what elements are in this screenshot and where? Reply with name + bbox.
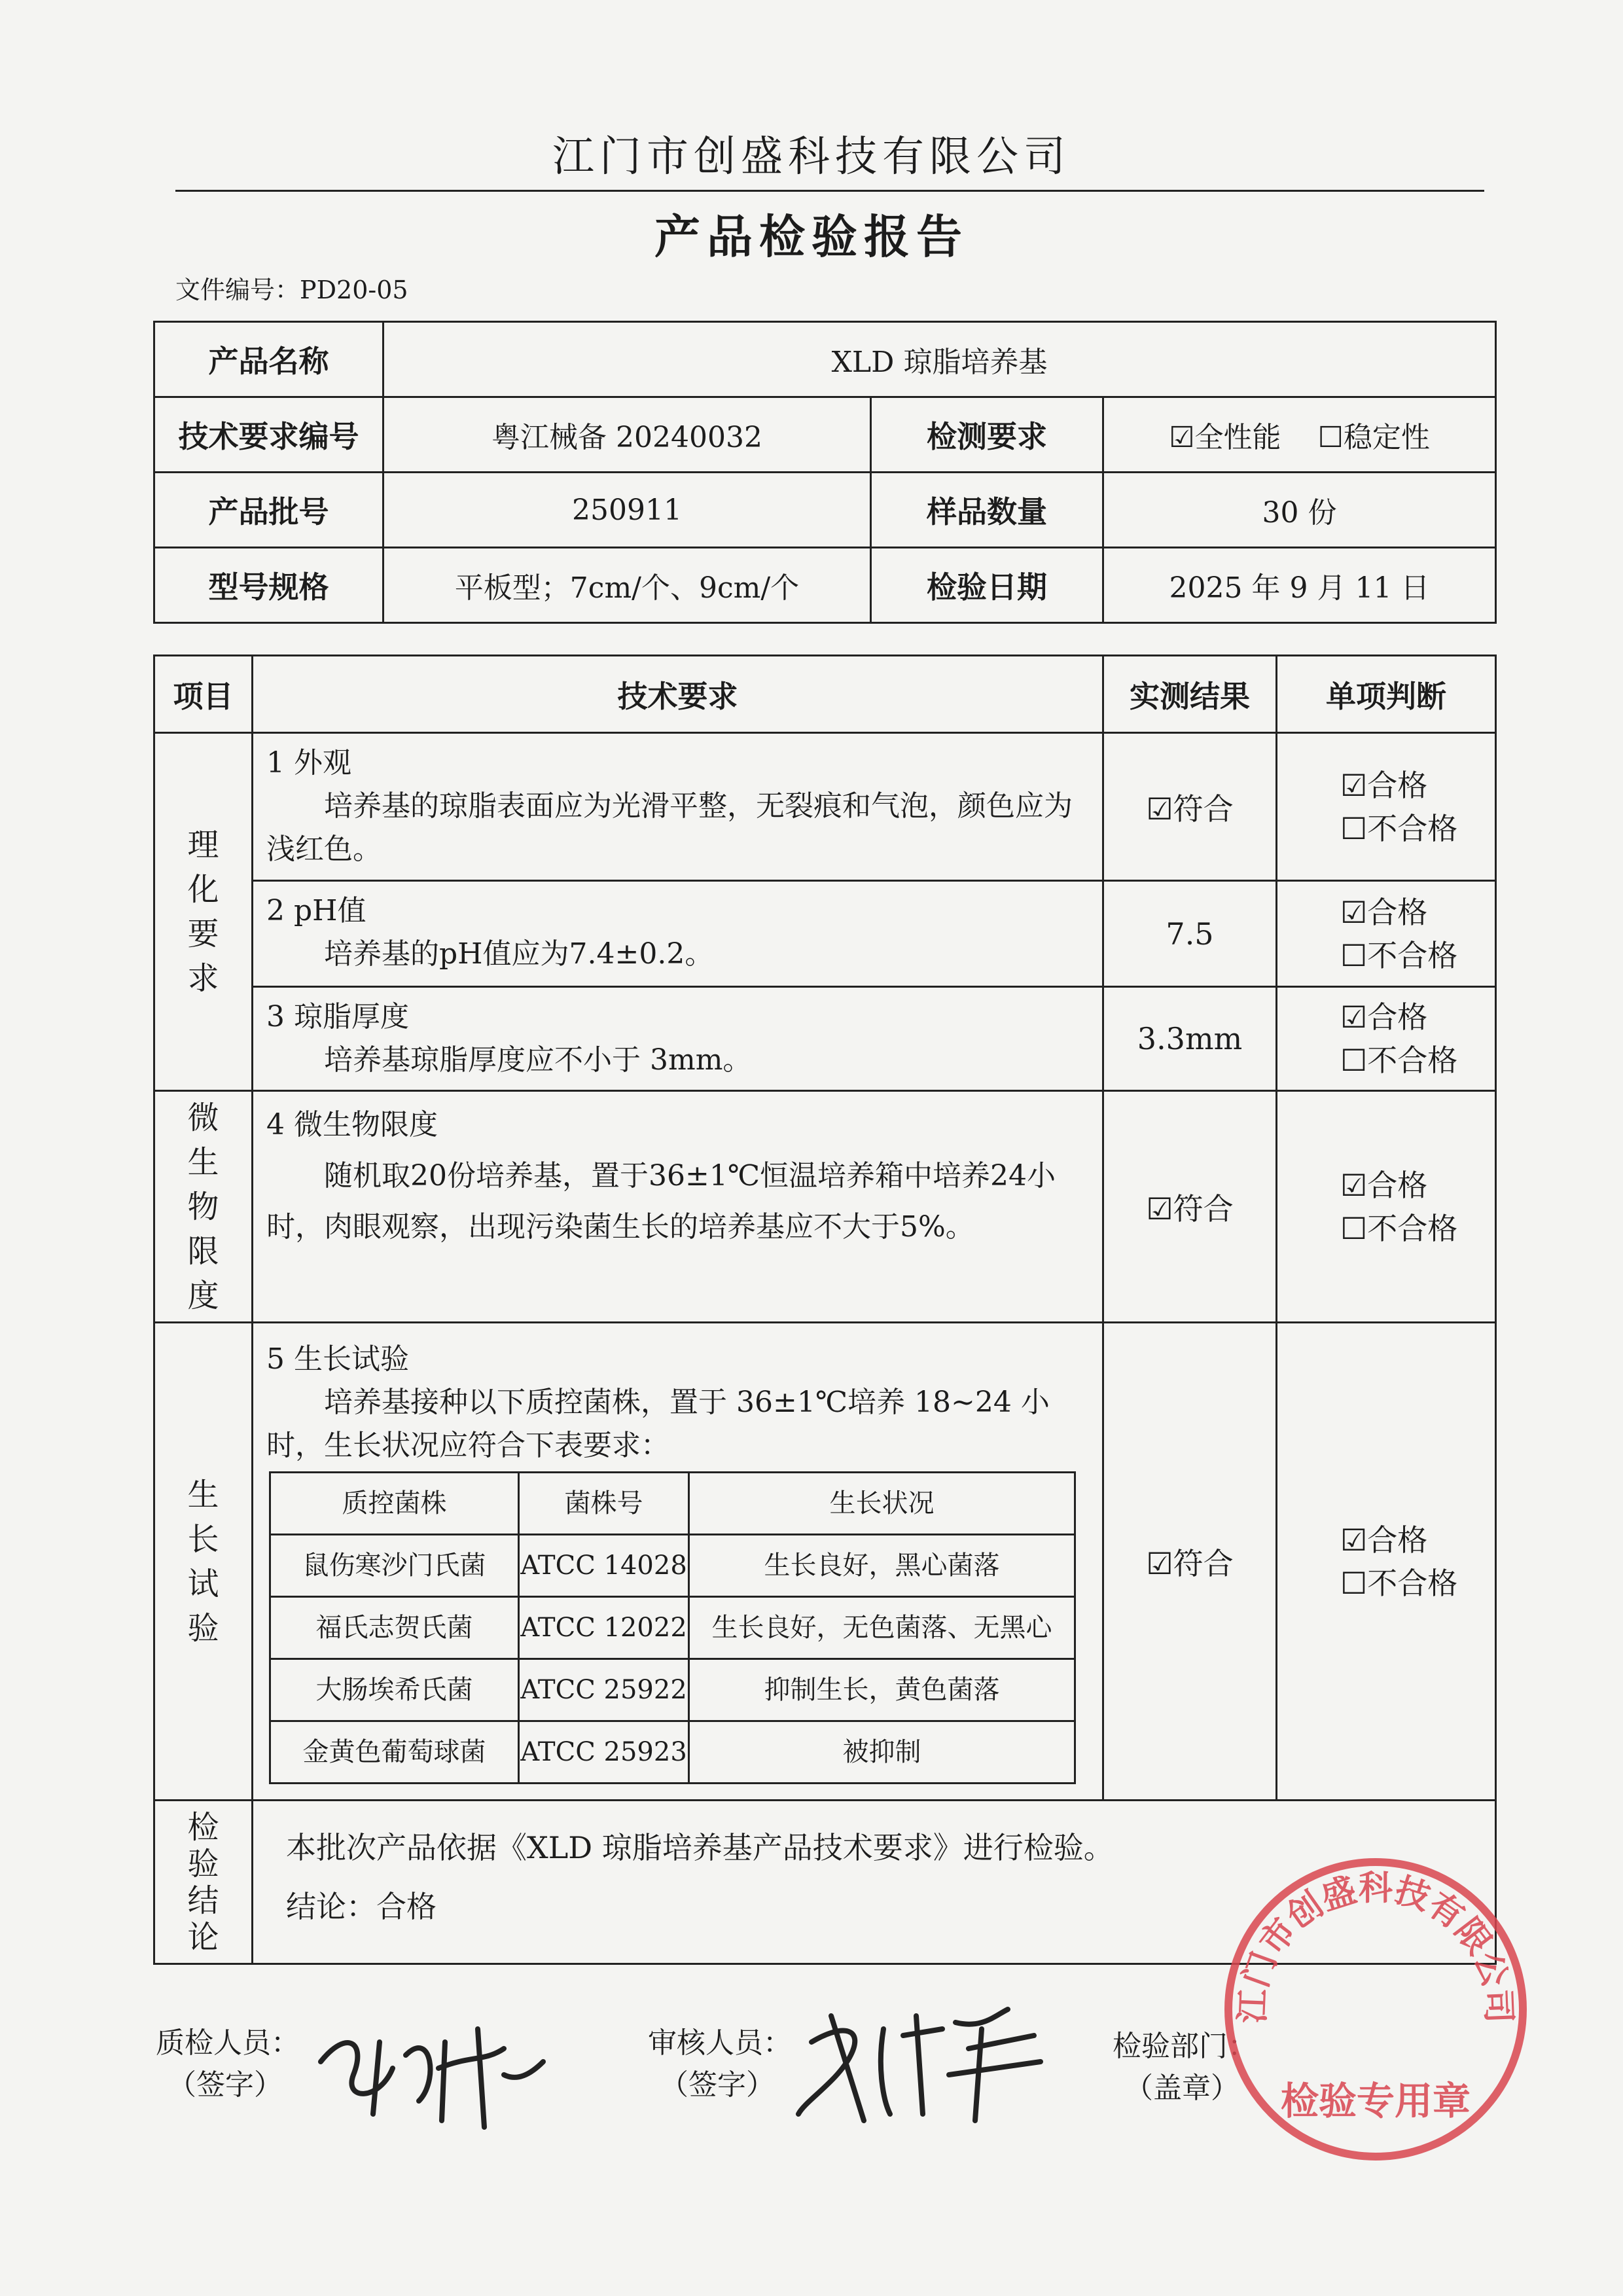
table-row: 大肠埃希氏菌 ATCC 25922 抑制生长，黄色菌落 (270, 1659, 1075, 1721)
item-appearance (253, 733, 1103, 881)
model-label: 型号规格 (154, 548, 383, 623)
micro-title: 4 微生物限度 (266, 1108, 438, 1141)
table-row: 福氏志贺氏菌 ATCC 12022 生长良好，无色菌落、无黑心 (270, 1597, 1075, 1659)
inspector-signature (308, 2003, 556, 2134)
item-ph (253, 881, 1103, 987)
product-info-table (153, 321, 1497, 624)
date-value: 2025 年 9 月 11 日 (1103, 548, 1496, 623)
company-seal-stamp (1219, 1852, 1533, 2166)
stamp-ring-text: 江门市创盛科技有限公司 (1233, 1869, 1518, 2024)
pass-checkbox: ☑合格 (1340, 894, 1428, 930)
fail-checkbox: ☐不合格 (1340, 1210, 1458, 1246)
group-micro: 微 生 物 限 度 (154, 1091, 253, 1323)
strain-table (269, 1471, 1076, 1784)
growth-text: 培养基接种以下质控菌株，置于 36±1℃培养 18~24 小时，生长状况应符合下表要求： (266, 1386, 1050, 1462)
conclusion-text: 本批次产品依据《XLD 琼脂培养基产品技术要求》进行检验。 (286, 1830, 1114, 1865)
inspector-sign-note: （签字） (168, 2068, 283, 2102)
conclusion-result: 结论：合格 (286, 1889, 437, 1924)
tech-req-no-label: 技术要求编号 (154, 397, 383, 473)
item-thickness (253, 987, 1103, 1091)
reviewer-block (648, 2022, 792, 2106)
dept-seal-note: （盖章） (1124, 2072, 1240, 2105)
inspection-table (153, 655, 1497, 1965)
fail-checkbox: ☐不合格 (1340, 937, 1458, 973)
appearance-text: 培养基的琼脂表面应为光滑平整，无裂痕和气泡，颜色应为浅红色。 (266, 789, 1073, 866)
table-row: 鼠伤寒沙门氏菌 ATCC 14028 生长良好，黑心菌落 (270, 1535, 1075, 1597)
stability-checkbox: ☐稳定性 (1317, 421, 1430, 454)
header-result: 实测结果 (1103, 656, 1277, 733)
growth-judge (1277, 1323, 1496, 1801)
product-name-value: XLD 琼脂培养基 (383, 322, 1496, 397)
reviewer-signature (785, 1990, 1060, 2134)
appearance-result: ☑符合 (1103, 733, 1277, 881)
growth-status-header: 生长状况 (689, 1473, 1075, 1535)
inspect-req-value (1103, 397, 1496, 473)
pass-checkbox: ☑合格 (1340, 767, 1428, 803)
strain-header: 质控菌株 (270, 1473, 519, 1535)
pass-checkbox: ☑合格 (1340, 1522, 1428, 1558)
dept-label: 检验部门： (1113, 2030, 1257, 2063)
appearance-judge (1277, 733, 1496, 881)
group-conclusion: 检 验 结 论 (154, 1801, 253, 1964)
ph-text: 培养基的pH值应为7.4±0.2。 (324, 937, 714, 971)
fail-checkbox: ☐不合格 (1340, 1565, 1458, 1601)
micro-text: 随机取20份培养基，置于36±1℃恒温培养箱中培养24小时，肉眼观察，出现污染菌生长的培养基应不大于5%。 (266, 1159, 1056, 1244)
header-rule (175, 190, 1484, 192)
growth-title: 5 生长试验 (266, 1342, 409, 1376)
header-judge: 单项判断 (1277, 656, 1496, 733)
item-growth (253, 1323, 1103, 1801)
thickness-result: 3.3mm (1103, 987, 1277, 1091)
reviewer-label: 审核人员： (648, 2026, 792, 2060)
ph-judge (1277, 881, 1496, 987)
micro-result: ☑符合 (1103, 1091, 1277, 1323)
group-physchem: 理 化 要 求 (154, 733, 253, 1091)
full-performance-checkbox: ☑全性能 (1169, 421, 1281, 454)
product-name-label: 产品名称 (154, 322, 383, 397)
svg-text:江门市创盛科技有限公司 (1233, 1869, 1518, 2024)
stamp-center-text: 检验专用章 (1280, 2079, 1471, 2123)
batch-label: 产品批号 (154, 473, 383, 548)
item-micro (253, 1091, 1103, 1323)
group-growth: 生 长 试 验 (154, 1323, 253, 1801)
appearance-title: 1 外观 (266, 746, 351, 780)
inspector-label: 质检人员： (156, 2026, 300, 2060)
pass-checkbox: ☑合格 (1340, 999, 1428, 1035)
fail-checkbox: ☐不合格 (1340, 810, 1458, 846)
sample-qty-value: 30 份 (1103, 473, 1496, 548)
date-label: 检验日期 (871, 548, 1103, 623)
reviewer-sign-note: （签字） (660, 2068, 775, 2102)
table-row: 金黄色葡萄球菌 ATCC 25923 被抑制 (270, 1721, 1075, 1784)
batch-value: 250911 (383, 473, 871, 548)
thickness-title: 3 琼脂厚度 (266, 1000, 409, 1033)
thickness-judge (1277, 987, 1496, 1091)
inspector-block (156, 2022, 300, 2106)
document-number: 文件编号：PD20-05 (175, 276, 408, 304)
header-item: 项目 (154, 656, 253, 733)
company-name: 江门市创盛科技有限公司 (552, 133, 1071, 181)
report-title: 产品检验报告 (654, 209, 969, 264)
thickness-text: 培养基琼脂厚度应不小于 3mm。 (324, 1043, 752, 1077)
model-value: 平板型；7cm/个、9cm/个 (383, 548, 871, 623)
sample-qty-label: 样品数量 (871, 473, 1103, 548)
pass-checkbox: ☑合格 (1340, 1167, 1428, 1203)
growth-result: ☑符合 (1103, 1323, 1277, 1801)
strain-id-header: 菌株号 (519, 1473, 689, 1535)
header-tech: 技术要求 (253, 656, 1103, 733)
tech-req-no-value: 粤江械备 20240032 (383, 397, 871, 473)
inspect-req-label: 检测要求 (871, 397, 1103, 473)
ph-title: 2 pH值 (266, 894, 366, 927)
fail-checkbox: ☐不合格 (1340, 1043, 1458, 1078)
micro-judge (1277, 1091, 1496, 1323)
ph-result: 7.5 (1103, 881, 1277, 987)
